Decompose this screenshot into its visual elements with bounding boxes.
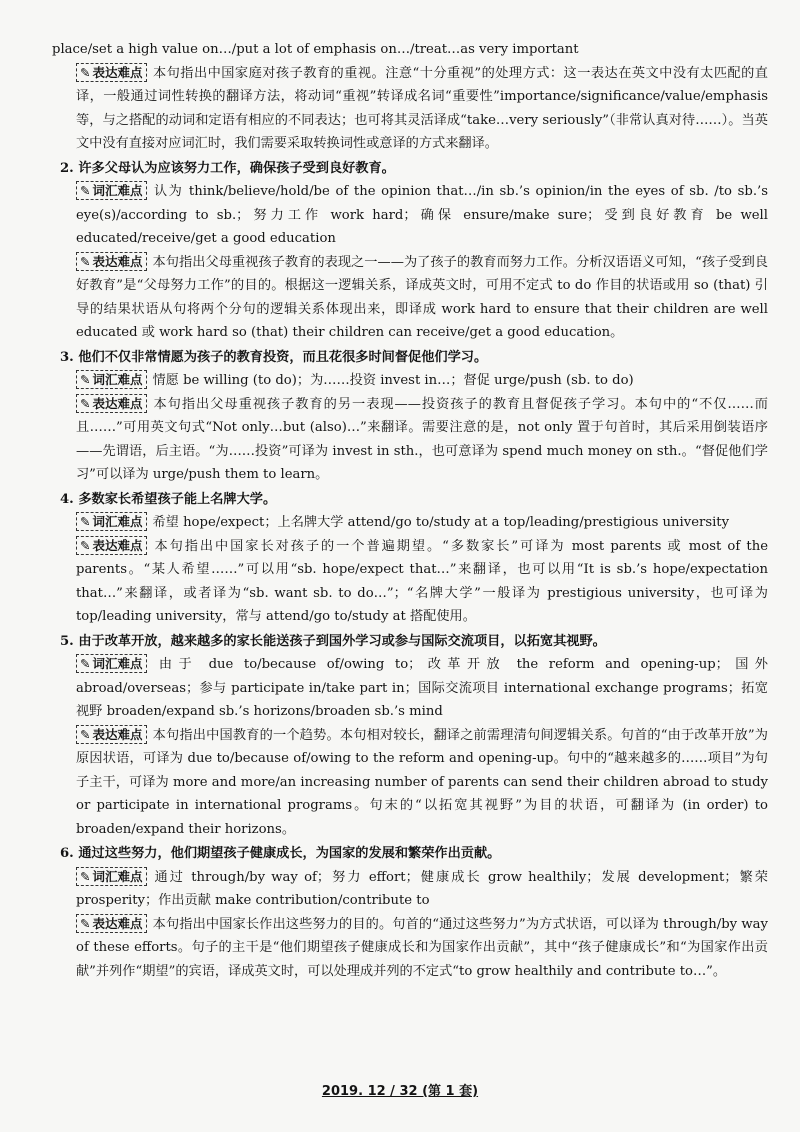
note-tag-label: 表达难点: [92, 726, 143, 742]
expression-note: [52, 535, 768, 629]
vocab-tag-label: 词汇难点: [92, 183, 143, 198]
note-tag-label: 表达难点: [92, 64, 143, 80]
question: [52, 842, 768, 866]
note-tag-label: 表达难点: [92, 915, 143, 931]
pen-icon: ✎: [80, 726, 91, 742]
note-tag-label: 表达难点: [92, 537, 143, 553]
note-tag: [76, 394, 147, 413]
question-number: 6.: [60, 846, 74, 861]
question: [52, 346, 768, 370]
note-tag: [76, 252, 147, 271]
question-number: 5.: [60, 633, 74, 649]
question-number: 3.: [60, 349, 74, 365]
note-tag: [76, 725, 147, 744]
pen-icon: ✎: [80, 656, 91, 671]
note-text: 本句指出中国家庭对孩子教育的重视。注意“十分重视”的处理方式：这一表达在英文中没有太匹配的直译，一般通过词性转换的翻译方法，将动词“重视”转译成名词“重要性”importance/significance/value/emphasis 等，与之搭配的动词和定语有相应的不同表达；也可将其灵活译成“take…very seriously”（非常认真对待……）。当英文中没有直接对应词汇时，我们需要采取转换词性或意译的方式来翻译。: [76, 65, 768, 151]
pen-icon: ✎: [80, 253, 91, 269]
intro-note: [52, 62, 768, 156]
vocab-text: 通过 through/by way of；努力 effort；健康成长 grow healthily；发展 development；繁荣 prosperity；作出贡献 make contribution/contribute to: [76, 869, 768, 908]
question: [52, 488, 768, 512]
note-tag: [76, 63, 147, 82]
note-text: 本句指出中国教育的一个趋势。本句相对较长，翻译之前需理清句间逻辑关系。句首的“由于改革开放”为原因状语，可译为 due to/because of/owing to the reform and opening-up。句中的“越来越多的……项目”为句子主干，可译为 more and more/an increasing number of parents can send their children abroad to study or participate in international programs。句末的“以拓宽其视野”为目的状语，可翻译为 (in order) to broaden/expand their horizons。: [76, 727, 768, 837]
pen-icon: ✎: [80, 372, 91, 387]
note-text: 本句指出中国家长作出这些努力的目的。句首的“通过这些努力”为方式状语，可以译为 through/by way of these efforts。句子的主干是“他们期望孩子健康成长和为国家作出贡献”，其中“孩子健康成长”和“为国家作出贡献”并列作“期望”的宾语，译成英文时，可以处理成并列的不定式“to grow healthily and contribute to…”。: [76, 916, 768, 979]
vocab-tag-label: 词汇难点: [92, 868, 143, 884]
page-footer: 2019. 12 / 32 (第 1 套): [321, 1084, 479, 1099]
item-5: [52, 630, 768, 842]
vocab-note: [52, 369, 768, 393]
vocab-note: [52, 866, 768, 913]
question-text: 多数家长希望孩子能上名牌大学。: [78, 491, 277, 507]
item-3: [52, 346, 768, 487]
vocab-tag: [76, 181, 147, 200]
question-number: 4.: [60, 491, 74, 507]
expression-note: [52, 393, 768, 487]
vocab-tag: [76, 867, 147, 886]
note-text: 本句指出父母重视孩子教育的表现之一——为了孩子的教育而努力工作。分析汉语语义可知，“孩子受到良好教育”是“父母努力工作”的目的。根据这一逻辑关系，译成英文时，可用不定式 to do 作目的状语或用 so (that) 引导的结果状语从句将两个分句的逻辑关系体现出来，即译成 work hard to ensure that their children are well educated 或 work hard so (that) their children can receive/get a good education。: [76, 254, 768, 340]
pen-icon: ✎: [80, 915, 91, 931]
vocab-tag-label: 词汇难点: [92, 656, 143, 671]
pen-icon: ✎: [80, 537, 91, 553]
vocab-note: [52, 511, 768, 535]
note-tag-label: 表达难点: [92, 253, 143, 269]
note-text: 本句指出父母重视孩子教育的另一表现——投资孩子的教育且督促孩子学习。本句中的“不仅……而且……”可用英文句式“Not only…but (also)…”来翻译。需要注意的是，not only 置于句首时，其后采用倒装语序——先谓语，后主语。“为……投资”可译为 invest in sth.，也可意译为 spend much money on sth.。“督促他们学习”可以译为 urge/push them to learn。: [76, 396, 768, 482]
expression-note: [52, 724, 768, 842]
vocab-note: [52, 180, 768, 251]
document-body: [52, 38, 768, 983]
vocab-note: [52, 653, 768, 724]
vocab-text: 由于 due to/because of/owing to；改革开放 the reform and opening-up；国外 abroad/overseas；参与 participate in/take part in；国际交流项目 international exchange programs；拓宽视野 broaden/expand sb.’s horizons/broaden sb.’s mind: [76, 657, 768, 719]
question-text: 通过这些努力，他们期望孩子健康成长，为国家的发展和繁荣作出贡献。: [78, 846, 501, 861]
expression-note: [52, 913, 768, 984]
vocab-text: 情愿 be willing (to do)；为……投资 invest in…；督促 urge/push (sb. to do): [152, 373, 634, 388]
item-4: [52, 488, 768, 629]
question: [52, 630, 768, 654]
vocab-tag: [76, 654, 147, 673]
vocab-tag-label: 词汇难点: [92, 372, 143, 387]
pen-icon: ✎: [80, 395, 91, 411]
pen-icon: ✎: [80, 514, 91, 529]
vocab-tag: [76, 512, 147, 531]
pen-icon: ✎: [80, 183, 91, 198]
pen-icon: ✎: [80, 64, 91, 80]
note-text: 本句指出中国家长对孩子的一个普遍期望。“多数家长”可译为 most parents 或 most of the parents。“某人希望……”可以用“sb. hope/expect that…”来翻译，也可以用“It is sb.’s hope/expectation that…”来翻译，或者译为“sb. want sb. to do…”；“名牌大学”一般译为 prestigious university，也可译为 top/leading university，常与 attend/go to/study at 搭配使用。: [76, 538, 768, 624]
note-tag: [76, 536, 147, 555]
question-text: 由于改革开放，越来越多的家长能送孩子到国外学习或参与国际交流项目，以拓宽其视野。: [78, 633, 606, 649]
vocab-tag: [76, 370, 147, 389]
item-6: [52, 842, 768, 983]
vocab-tag-label: 词汇难点: [92, 514, 143, 529]
intro-line: place/set a high value on…/put a lot of emphasis on…/treat…as very important: [52, 42, 579, 57]
question: [52, 157, 768, 181]
question-text: 他们不仅非常情愿为孩子的教育投资，而且花很多时间督促他们学习。: [78, 349, 488, 365]
expression-note: [52, 251, 768, 345]
question-number: 2.: [60, 160, 74, 176]
vocab-text: 希望 hope/expect；上名牌大学 attend/go to/study at a top/leading/prestigious university: [152, 515, 730, 530]
question-text: 许多父母认为应该努力工作，确保孩子受到良好教育。: [78, 160, 395, 176]
vocab-text: 认为 think/believe/hold/be of the opinion that…/in sb.’s opinion/in the eyes of sb. /to sb.’s eye(s)/according to sb.；努力工作 work hard；确保 ensure/make sure；受到良好教育 be well educated/receive/get a good education: [76, 184, 768, 246]
note-tag-label: 表达难点: [92, 395, 143, 411]
note-tag: [76, 914, 147, 933]
pen-icon: ✎: [80, 868, 91, 884]
item-2: [52, 157, 768, 345]
